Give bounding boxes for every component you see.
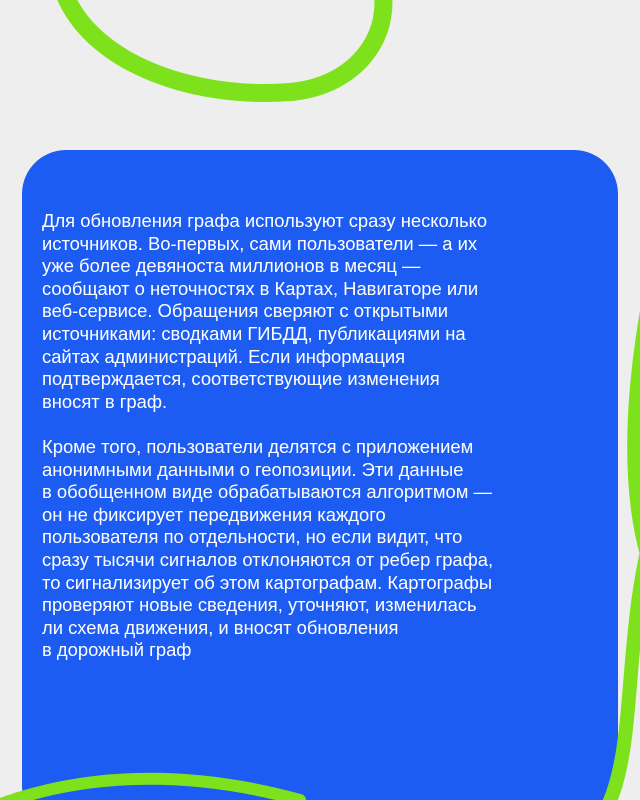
text-line: анонимными данными о геопозиции. Эти данные: [42, 458, 464, 480]
text-line: Для обновления графа используют сразу несколько: [42, 210, 488, 231]
text-line: вносят в граф.: [42, 390, 168, 412]
text-line: сообщают о неточностях в Картах, Навигаторе или: [42, 277, 479, 299]
right-green-curve: [635, 120, 640, 620]
text-line: он не фиксирует передвижения каждого: [42, 503, 386, 525]
text-line: в дорожный граф: [42, 639, 192, 661]
text-line: источников. Во-первых, сами пользователи — а их: [42, 232, 478, 254]
text-line: Кроме того, пользователи делятся с приложением: [42, 435, 474, 457]
text-line: уже более девяноста миллионов в месяц —: [42, 255, 421, 277]
text-line: проверяют новые сведения, уточняют, изменилась: [42, 594, 477, 616]
top-green-curve: [60, 0, 383, 93]
text-line: веб-сервисе. Обращения сверяют с открытыми: [42, 300, 449, 322]
text-line: то сигнализирует об этом картографам. Картографы: [42, 571, 493, 593]
article-text: [42, 210, 602, 684]
text-line: пользователя по отдельности, но если видит, что: [42, 526, 463, 548]
text-line: источниками: сводками ГИБДД, публикациями на: [42, 322, 466, 344]
text-line: в обобщенном виде обрабатываются алгоритмом —: [42, 481, 492, 503]
text-line: ли схема движения, и вносят обновления: [42, 616, 399, 638]
text-line: сразу тысячи сигналов отклоняются от ребер графа,: [42, 548, 494, 570]
text-line: сайтах администраций. Если информация: [42, 345, 406, 367]
text-line: подтверждается, соответствующие изменения: [42, 368, 440, 390]
paragraph-2: [42, 436, 602, 662]
paragraph-1: [42, 210, 602, 413]
